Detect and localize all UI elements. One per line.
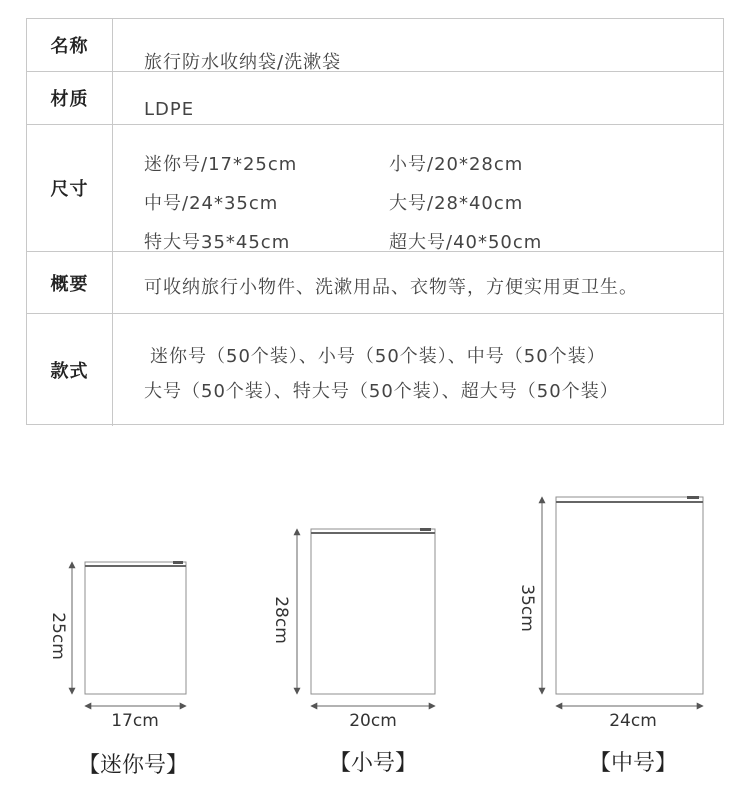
- caption-medium: 【中号】: [588, 751, 678, 776]
- bag-small: [271, 528, 435, 731]
- size-item: 大号/28*40cm: [389, 193, 524, 214]
- width-label: 20cm: [349, 711, 397, 731]
- height-label: 35cm: [517, 584, 537, 632]
- bag-outline: [85, 562, 186, 694]
- style-label: 款式: [27, 314, 113, 426]
- row-name: [27, 19, 723, 72]
- material-label: 材质: [27, 72, 113, 124]
- height-label: 28cm: [271, 596, 291, 644]
- size-label: 尺寸: [27, 125, 113, 251]
- caption-mini: 【迷你号】: [77, 753, 189, 778]
- style-line-1: 迷你号（50个装）、小号（50个装）、中号（50个装）: [150, 346, 606, 367]
- zipper-pull: [173, 561, 183, 564]
- height-label: 25cm: [48, 612, 68, 660]
- bag-mini: [48, 561, 186, 731]
- row-summary: [27, 252, 723, 314]
- row-size: [27, 125, 723, 252]
- style-line-2: 大号（50个装）、特大号（50个装）、超大号（50个装）: [144, 381, 619, 402]
- size-item: 中号/24*35cm: [144, 193, 279, 214]
- bag-outline: [556, 497, 703, 694]
- summary-label: 概要: [27, 252, 113, 313]
- size-item: 超大号/40*50cm: [389, 232, 543, 253]
- name-label: 名称: [27, 19, 113, 71]
- bag-outline: [311, 529, 435, 694]
- summary-value: 可收纳旅行小物件、洗漱用品、衣物等，方便实用更卫生。: [144, 277, 638, 298]
- size-item: 小号/20*28cm: [389, 154, 524, 175]
- spec-table: [26, 18, 724, 425]
- size-item: 特大号35*45cm: [144, 232, 291, 253]
- row-material: [27, 72, 723, 125]
- size-item: 迷你号/17*25cm: [144, 154, 298, 175]
- width-label: 24cm: [609, 711, 657, 731]
- bag-medium: [517, 496, 703, 731]
- zipper-pull: [687, 496, 699, 499]
- caption-small: 【小号】: [328, 751, 418, 776]
- bag-size-diagrams: [0, 440, 750, 740]
- name-value: 旅行防水收纳袋/洗漱袋: [144, 52, 342, 73]
- material-value: LDPE: [144, 99, 195, 120]
- zipper-pull: [420, 528, 431, 531]
- row-style: [27, 314, 723, 426]
- width-label: 17cm: [111, 711, 159, 731]
